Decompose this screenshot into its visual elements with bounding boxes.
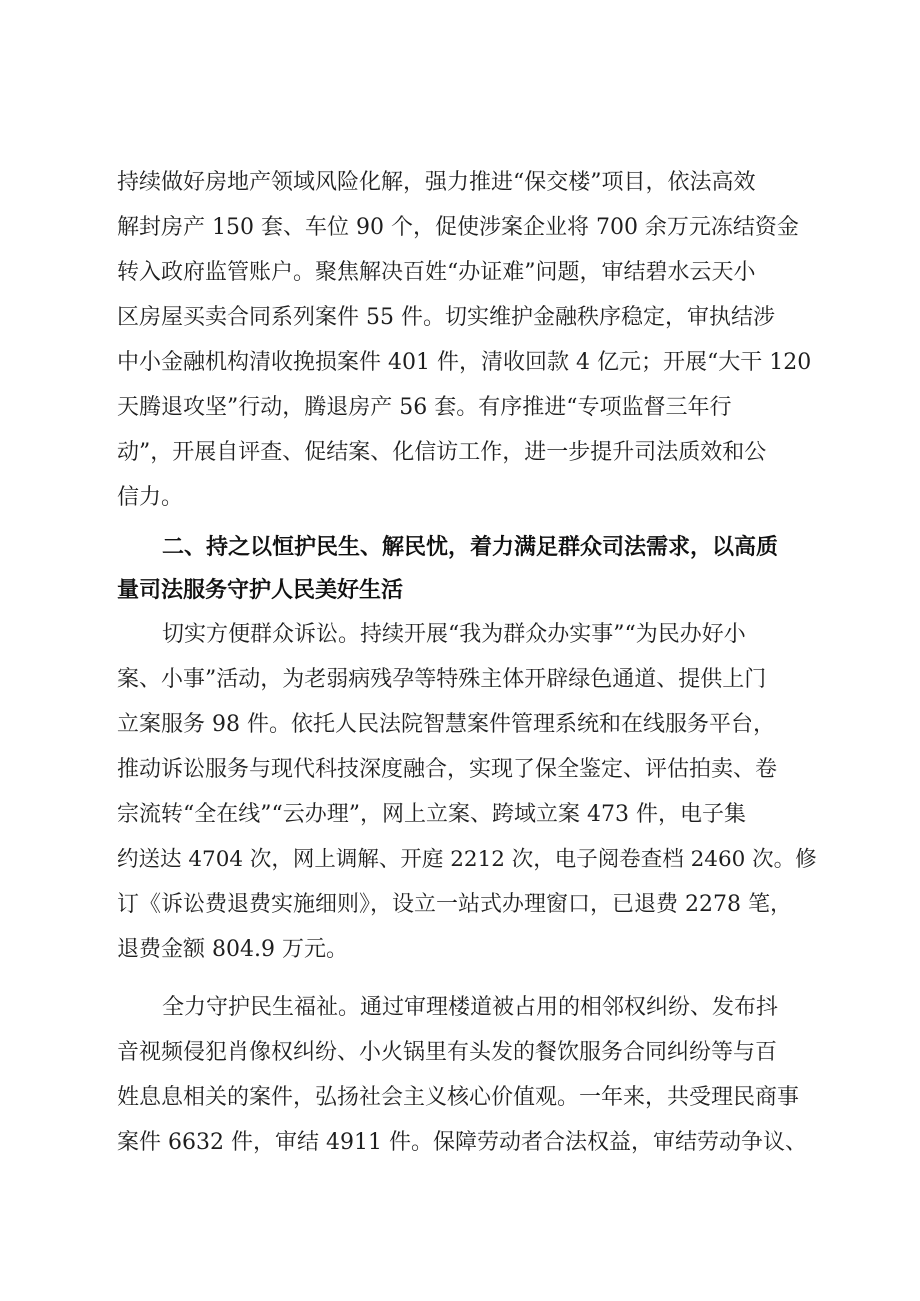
paragraph-2-line-5: 宗流转“全在线”“云办理”，网上立案、跨域立案 473 件，电子集 [117, 802, 746, 827]
paragraph-2-line-8: 退费金额 804.9 万元。 [117, 937, 348, 962]
section-heading-line-1: 二、持之以恒护民生、解民忧，着力满足群众司法需求，以高质 [162, 535, 779, 560]
paragraph-1-line-6: 天腾退攻坚”行动，腾退房产 56 套。有序推进“专项监督三年行 [117, 395, 732, 420]
paragraph-1-line-2: 解封房产 150 套、车位 90 个，促使涉案企业将 700 余万元冻结资金 [117, 215, 799, 240]
paragraph-3-line-4: 案件 6632 件，审结 4911 件。保障劳动者合法权益，审结劳动争议、 [117, 1130, 807, 1155]
paragraph-2-line-7: 订《诉讼费退费实施细则》，设立一站式办理窗口，已退费 2278 笔， [117, 892, 792, 917]
paragraph-3-line-1: 全力守护民生福祉。通过审理楼道被占用的相邻权纠纷、发布抖 [162, 995, 779, 1020]
paragraph-2-line-4: 推动诉讼服务与现代科技深度融合，实现了保全鉴定、评估拍卖、卷 [117, 757, 778, 782]
paragraph-1-line-4: 区房屋买卖合同系列案件 55 件。切实维护金融秩序稳定，审执结涉 [117, 305, 775, 330]
paragraph-2-line-3: 立案服务 98 件。依托人民法院智慧案件管理系统和在线服务平台， [117, 712, 775, 737]
section-heading-line-2: 量司法服务守护人民美好生活 [117, 578, 404, 603]
paragraph-2-line-2: 案、小事”活动，为老弱病残孕等特殊主体开辟绿色通道、提供上门 [117, 667, 767, 692]
paragraph-3-line-3: 姓息息相关的案件，弘扬社会主义核心价值观。一年来，共受理民商事 [117, 1085, 800, 1110]
paragraph-1-line-1: 持续做好房地产领域风险化解，强力推进“保交楼”项目，依法高效 [117, 170, 756, 195]
paragraph-1-line-3: 转入政府监管账户。聚焦解决百姓“办证难”问题，审结碧水云天小 [117, 260, 756, 285]
paragraph-2-line-6: 约送达 4704 次，网上调解、开庭 2212 次，电子阅卷查档 2460 次。修 [117, 847, 817, 872]
paragraph-2-line-1: 切实方便群众诉讼。持续开展“我为群众办实事”“为民办好小 [162, 622, 746, 647]
paragraph-1-line-8: 信力。 [117, 485, 184, 510]
paragraph-1-line-5: 中小金融机构清收挽损案件 401 件，清收回款 4 亿元；开展“大干 120 [117, 350, 812, 375]
paragraph-1-line-7: 动”，开展自评查、促结案、化信访工作，进一步提升司法质效和公 [117, 440, 767, 465]
paragraph-3-line-2: 音视频侵犯肖像权纠纷、小火锅里有头发的餐饮服务合同纠纷等与百 [117, 1040, 778, 1065]
